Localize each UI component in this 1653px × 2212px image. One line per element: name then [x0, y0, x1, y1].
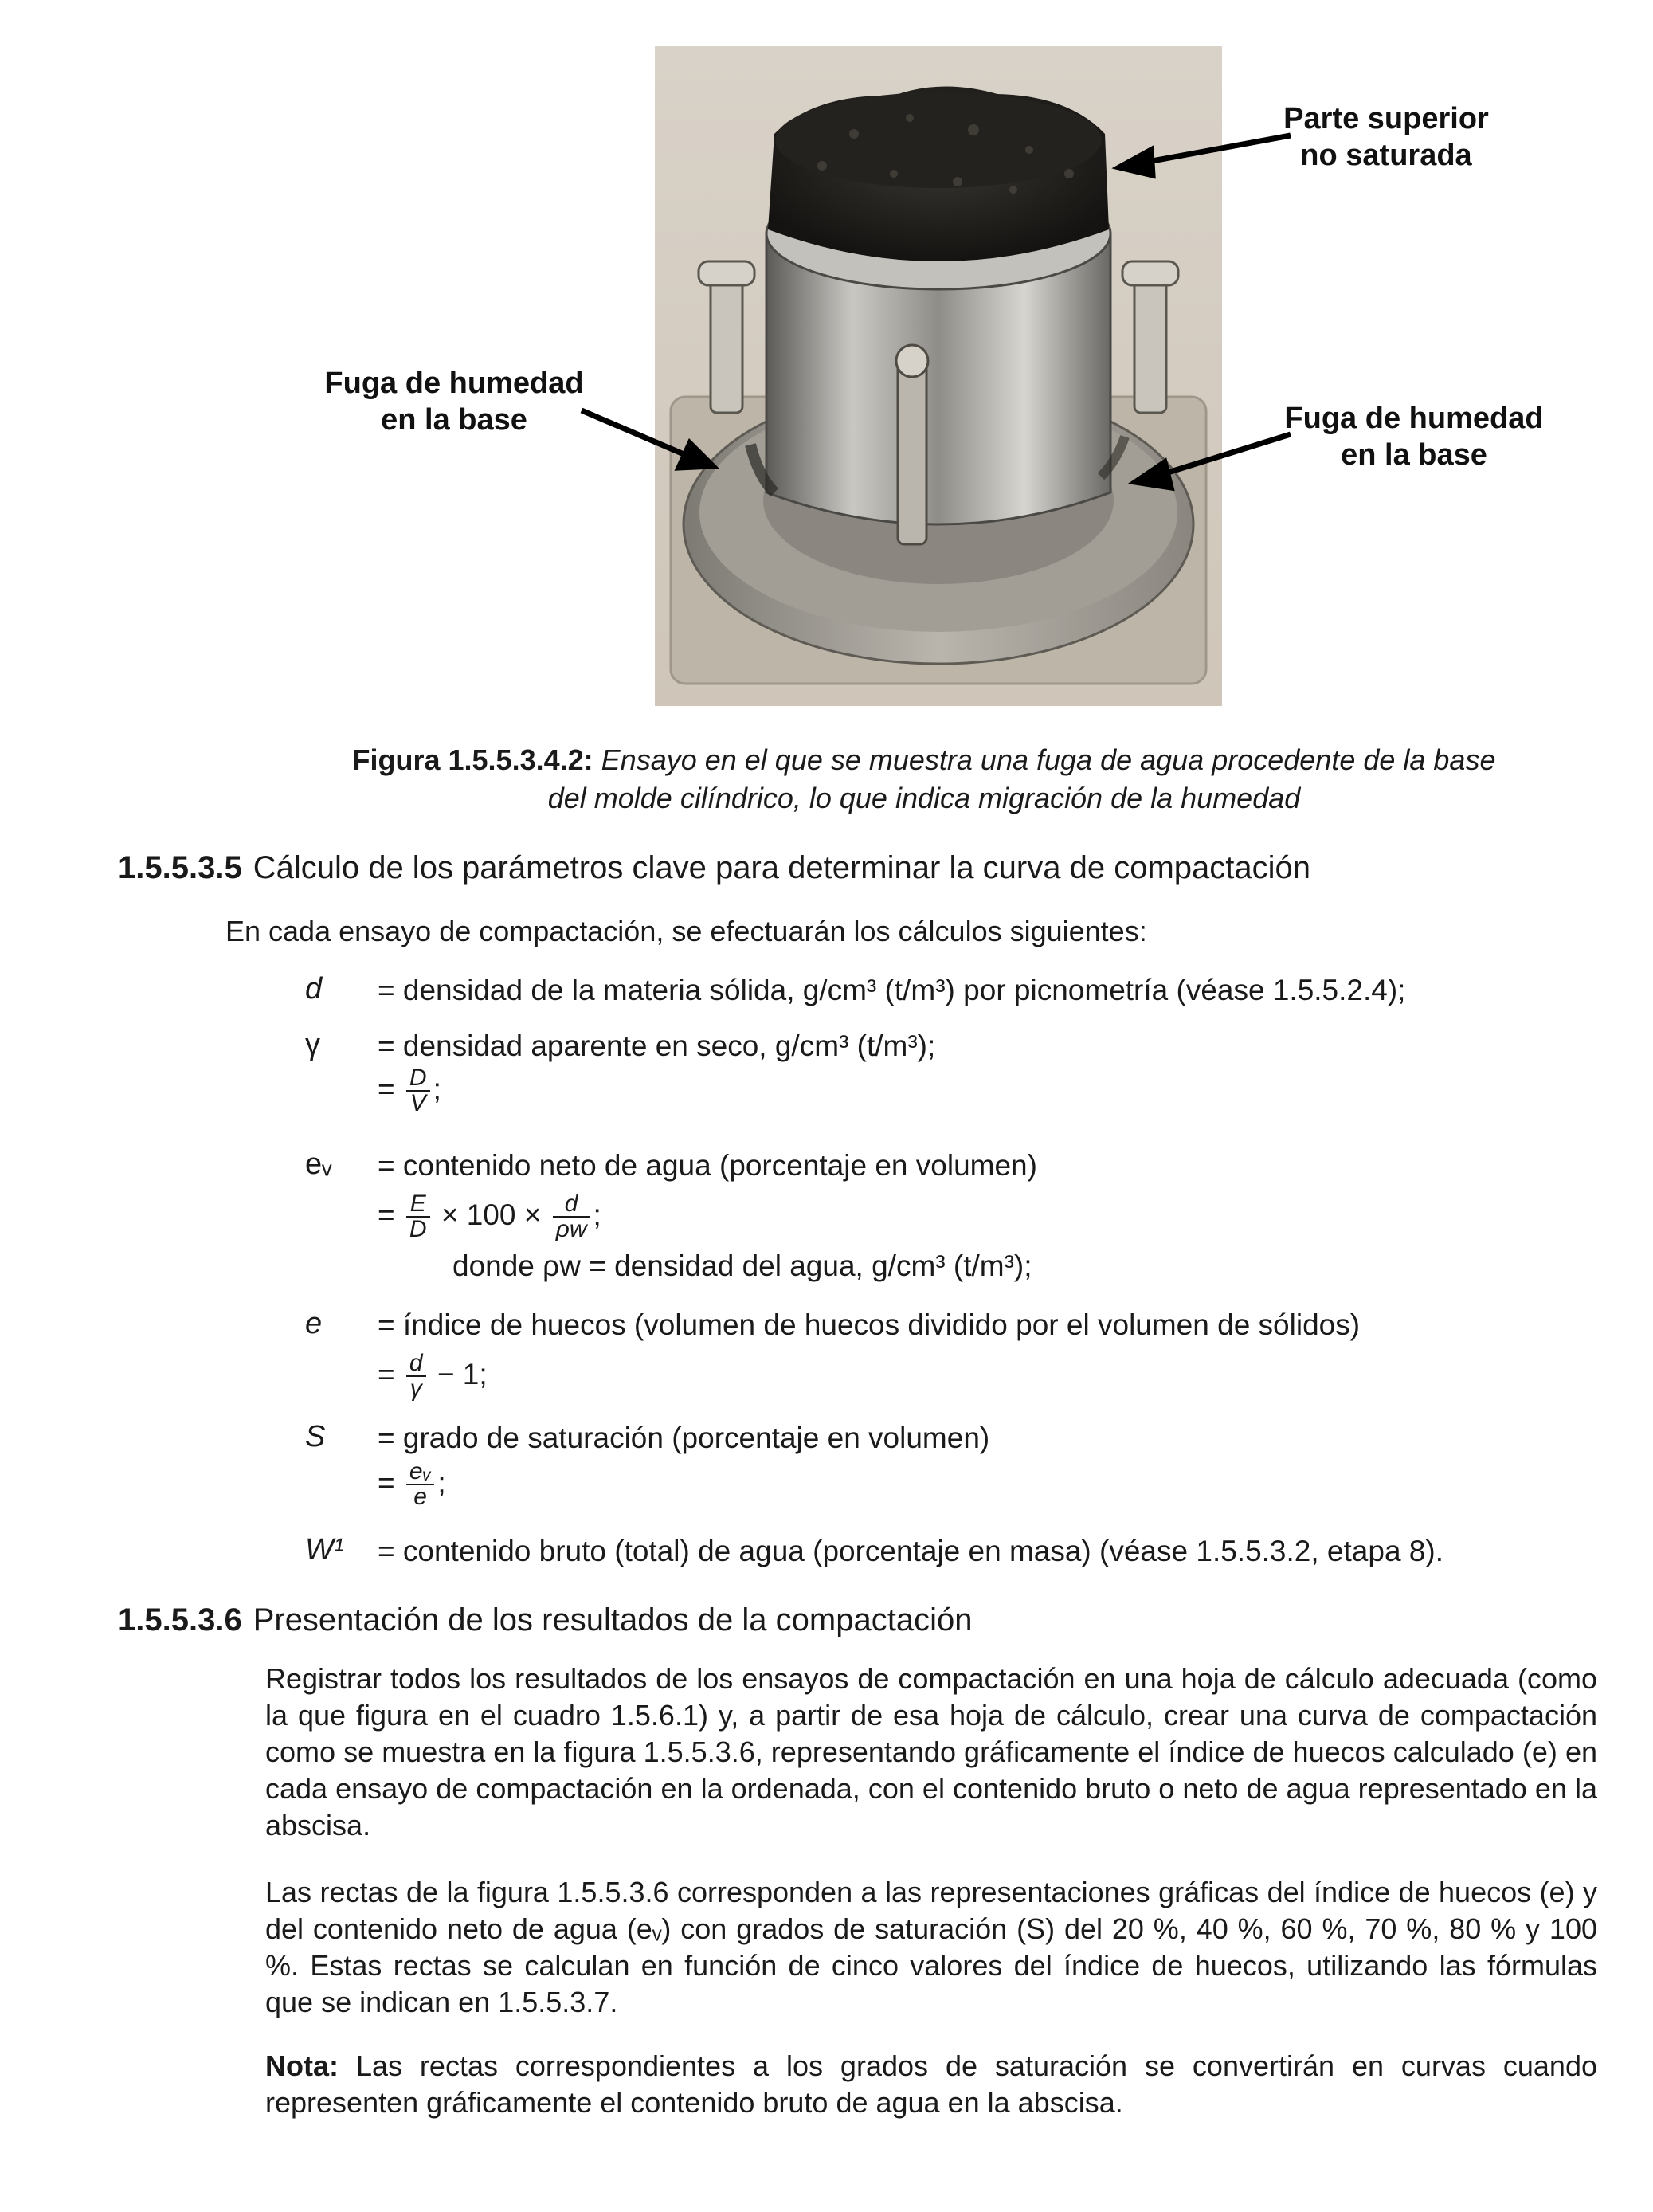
formula-ev-where: donde ρw = densidad del agua, g/cm³ (t/m³); [452, 1249, 1032, 1282]
caption-line2: del molde cilíndrico, lo que indica migración de la humedad [547, 782, 1301, 814]
paragraph-2: Las rectas de la figura 1.5.5.3.6 corresponden a las representaciones gráficas del índice de huecos (e) y del contenido neto de agua (eᵥ) con grados de saturación (S) del 20 %, 40 %, 60 %, 70 %, 80 % y 100 %. Estas rectas se calculan en función de cinco valores del índice de huecos, utilizando las fórmulas que se indican en 1.5.5.3.7. [265, 1876, 1597, 2018]
note-text: Las rectas correspondientes a los grados de saturación se convertirán en curvas cuando representen gráficamente el contenido bruto de agua en la abscisa. [265, 2049, 1597, 2119]
symbol-e: e [305, 1307, 323, 1340]
section-title-1: Cálculo de los parámetros clave para determinar la curva de compactación [253, 850, 1311, 885]
formula-e: = índice de huecos (volumen de huecos dividido por el volumen de sólidos) [378, 1308, 1361, 1341]
section-heading-1 [118, 848, 1310, 888]
section-number-2: 1.5.5.3.6 [118, 1602, 242, 1637]
formula-s: = grado de saturación (porcentaje en volumen) [378, 1422, 990, 1454]
formula-ev: = contenido neto de agua (porcentaje en volumen) [378, 1149, 1037, 1182]
formula-gamma-eq: = $\frac{D}{V}$ ; [378, 1065, 441, 1116]
figure-caption [303, 741, 1545, 818]
symbol-d: d [305, 972, 323, 1006]
note-label: Nota: [265, 2049, 339, 2082]
formula-d: = densidad de la materia sólida, g/cm³ (t/m³) por picnometría (véase 1.5.5.2.4); [378, 974, 1406, 1006]
paragraph-1: Registrar todos los resultados de los ensayos de compactación en una hoja de cálculo adecuada (como la que figura en el cuadro 1.5.6.1) y, a partir de esa hoja de cálculo, crear una curva de compactación como se muestra en la figura 1.5.5.3.6, representando gráficamente el índice de huecos calculado (e) en cada ensayo de compactación en la ordenada, con el contenido bruto o neto de agua representado en la abscisa. [265, 1662, 1597, 1841]
symbol-gamma: γ [305, 1028, 320, 1061]
symbol-s: S [305, 1420, 326, 1453]
label-top-right: Parte superior no saturada [1283, 102, 1489, 172]
caption-number: Figura 1.5.5.3.4.2: [352, 743, 593, 776]
label-left: Fuga de humedad en la base [324, 367, 584, 437]
section-heading-2 [118, 1600, 972, 1640]
formula-gamma: = densidad aparente en seco, g/cm³ (t/m³); [378, 1030, 936, 1062]
formula-e-eq: = $\frac{d}{\gamma}$ − 1; [378, 1350, 488, 1402]
section-number-1: 1.5.5.3.5 [118, 850, 242, 885]
caption-line1: Ensayo en el que se muestra una fuga de agua procedente de la base [601, 743, 1496, 776]
symbol-w1: W¹ [305, 1533, 344, 1567]
section-title-2: Presentación de los resultados de la compactación [253, 1602, 973, 1637]
note-paragraph [265, 2048, 1597, 2121]
formula-ev-eq: = $\frac{E}{D}$ × 100 × $\frac{d}{\rho w}$ ; [378, 1190, 601, 1242]
label-right: Fuga de humedad en la base [1284, 402, 1544, 472]
section-intro: En cada ensayo de compactación, se efectuarán los cálculos siguientes: [225, 915, 1147, 947]
formula-s-eq: = $\frac{\text{eᵥ}}{e}$ ; [378, 1458, 446, 1510]
symbol-ev: eᵥ [305, 1147, 332, 1181]
formula-w1: = contenido bruto (total) de agua (porcentaje en masa) (véase 1.5.5.3.2, etapa 8). [378, 1535, 1443, 1567]
